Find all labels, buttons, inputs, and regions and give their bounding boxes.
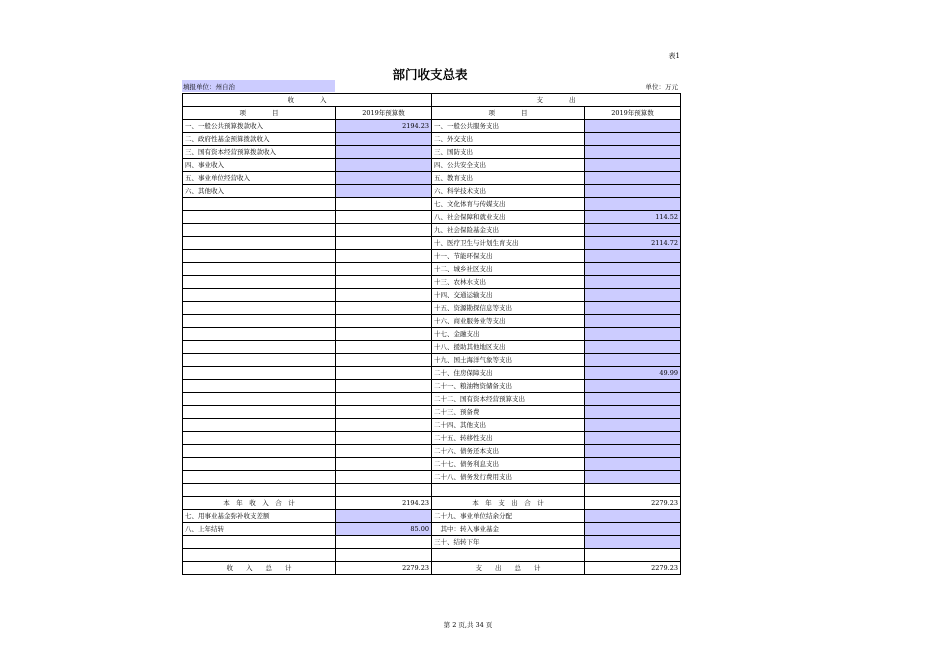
income-item [183,302,336,315]
expense-item: 十二、城乡社区支出 [432,263,585,276]
expense-item: 三、国防支出 [432,146,585,159]
income-value[interactable]: 85.00 [336,523,432,536]
expense-item: 二十五、转移性支出 [432,432,585,445]
income-value [336,354,432,367]
expense-item: 二十三、预备费 [432,406,585,419]
totals-row [183,497,681,510]
table-row [183,354,681,367]
income-item: 三、国有资本经营预算拨款收入 [183,146,336,159]
income-item: 八、上年结转 [183,523,336,536]
budget-table [182,93,681,575]
income-item: 五、事业单位经营收入 [183,172,336,185]
blank-cell [183,484,336,497]
expense-item: 二、外交支出 [432,133,585,146]
expense-item: 二十一、粮油物资储备支出 [432,380,585,393]
table-row [183,393,681,406]
expense-value[interactable] [585,510,681,523]
expense-item: 十八、援助其他地区支出 [432,341,585,354]
table-row [183,328,681,341]
income-item [183,211,336,224]
table-row [183,289,681,302]
income-item [183,276,336,289]
income-item [183,237,336,250]
table-row [183,380,681,393]
header-row-2 [183,107,681,120]
income-value [336,315,432,328]
expense-value[interactable] [585,471,681,484]
income-item [183,315,336,328]
income-grand-value: 2279.23 [336,562,432,575]
income-value [336,367,432,380]
expense-value[interactable] [585,393,681,406]
expense-value[interactable] [585,276,681,289]
expense-budget-header: 2019年预算数 [585,107,681,120]
table-row [183,250,681,263]
income-value [336,211,432,224]
expense-value[interactable] [585,159,681,172]
table-row [183,432,681,445]
expense-item: 二十八、债务发行费用支出 [432,471,585,484]
expense-total-value: 2279.23 [585,497,681,510]
expense-item: 三十、结转下年 [432,536,585,549]
expense-value[interactable] [585,354,681,367]
income-item [183,536,336,549]
expense-item: 七、文化体育与传媒支出 [432,198,585,211]
expense-value[interactable]: 49.99 [585,367,681,380]
table-row [183,146,681,159]
income-value [336,536,432,549]
income-item [183,224,336,237]
expense-item: 二十六、债务还本支出 [432,445,585,458]
page-footer: 第 2 页,共 34 页 [443,621,493,629]
income-value [336,445,432,458]
income-item [183,263,336,276]
income-item: 四、事业收入 [183,159,336,172]
table-number: 表1 [668,52,680,60]
currency-unit: 单位：万元 [645,83,678,91]
income-value [336,458,432,471]
page-title: 部门收支总表 [392,67,468,82]
expense-total-label: 本 年 支 出 合 计 [432,497,585,510]
extra-row [183,536,681,549]
income-value [336,302,432,315]
table-row [183,172,681,185]
income-value [336,263,432,276]
expense-value[interactable] [585,250,681,263]
income-item: 七、用事业基金弥补收支差额 [183,510,336,523]
income-item [183,380,336,393]
expense-value[interactable] [585,289,681,302]
unit-label: 填报单位：州自治 [183,83,235,91]
income-value [336,341,432,354]
expense-grand-value: 2279.23 [585,562,681,575]
expense-item: 十七、金融支出 [432,328,585,341]
expense-value[interactable] [585,302,681,315]
income-value[interactable]: 2194.23 [336,120,432,133]
income-item [183,458,336,471]
income-budget-header: 2019年预算数 [336,107,432,120]
income-item: 一、一般公共预算拨款收入 [183,120,336,133]
table-row [183,445,681,458]
expense-value[interactable] [585,445,681,458]
table-row [183,458,681,471]
table-row [183,315,681,328]
expense-value[interactable] [585,146,681,159]
income-value[interactable] [336,172,432,185]
income-value [336,380,432,393]
expense-value[interactable] [585,120,681,133]
blank-row [183,484,681,497]
income-value [336,250,432,263]
income-item-header: 项 目 [183,107,336,120]
income-value[interactable] [336,185,432,198]
blank-cell [336,484,432,497]
expense-item: 一、一般公共服务支出 [432,120,585,133]
income-value [336,198,432,211]
expense-item: 十五、资源勘探信息等支出 [432,302,585,315]
blank-cell [585,549,681,562]
income-value [336,289,432,302]
expense-value[interactable] [585,536,681,549]
expense-value[interactable] [585,380,681,393]
income-value [336,471,432,484]
expense-item: 十三、农林水支出 [432,276,585,289]
blank-cell [432,549,585,562]
expense-value[interactable] [585,458,681,471]
blank-cell [183,549,336,562]
income-item [183,328,336,341]
table-row [183,198,681,211]
expense-value[interactable] [585,432,681,445]
income-item [183,419,336,432]
expense-item: 八、社会保障和就业支出 [432,211,585,224]
expense-item: 六、科学技术支出 [432,185,585,198]
table-row [183,263,681,276]
expense-value[interactable] [585,133,681,146]
income-item [183,432,336,445]
expense-item: 二十九、事业单位结余分配 [432,510,585,523]
expense-value[interactable] [585,315,681,328]
expense-item: 十九、国土海洋气象等支出 [432,354,585,367]
expense-value[interactable] [585,185,681,198]
expense-item-header: 项 目 [432,107,585,120]
expense-item: 十、医疗卫生与计划生育支出 [432,237,585,250]
expense-value[interactable]: 2114.72 [585,237,681,250]
table-row [183,367,681,380]
expense-header: 支 出 [432,94,681,107]
table-row [183,419,681,432]
income-value [336,224,432,237]
expense-grand-label: 支 出 总 计 [432,562,585,575]
income-value [336,432,432,445]
income-item [183,393,336,406]
expense-item: 四、公共安全支出 [432,159,585,172]
table-row [183,302,681,315]
income-item [183,289,336,302]
expense-value[interactable] [585,172,681,185]
expense-value[interactable] [585,224,681,237]
income-grand-label: 收 入 总 计 [183,562,336,575]
table-row [183,471,681,484]
expense-value[interactable] [585,419,681,432]
expense-item: 二十七、债务利息支出 [432,458,585,471]
table-row [183,406,681,419]
income-value [336,237,432,250]
expense-value[interactable] [585,523,681,536]
income-total-value: 2194.23 [336,497,432,510]
income-value [336,328,432,341]
table-row [183,224,681,237]
expense-item: 十四、交通运输支出 [432,289,585,302]
expense-item: 二十二、国有资本经营预算支出 [432,393,585,406]
income-value [336,393,432,406]
income-item [183,354,336,367]
expense-item: 十一、节能环保支出 [432,250,585,263]
income-value[interactable] [336,146,432,159]
expense-value[interactable] [585,263,681,276]
extra-row [183,510,681,523]
grand-total-row [183,562,681,575]
expense-item: 二十四、其他支出 [432,419,585,432]
extra-row [183,523,681,536]
income-value [336,406,432,419]
table-row [183,133,681,146]
income-value[interactable] [336,133,432,146]
expense-item: 二十、住房保障支出 [432,367,585,380]
income-item [183,445,336,458]
income-item [183,406,336,419]
header-row-1 [183,94,681,107]
income-item [183,341,336,354]
expense-value[interactable] [585,328,681,341]
table-row [183,211,681,224]
blank-cell [585,484,681,497]
table-row [183,276,681,289]
table-row [183,159,681,172]
expense-item: 五、教育支出 [432,172,585,185]
blank-cell [336,549,432,562]
table-row [183,185,681,198]
income-item: 六、其他收入 [183,185,336,198]
income-item [183,198,336,211]
expense-item: 十六、商业服务业等支出 [432,315,585,328]
income-value [336,419,432,432]
income-value[interactable] [336,159,432,172]
table-row [183,120,681,133]
income-item [183,471,336,484]
blank-cell [432,484,585,497]
expense-value[interactable] [585,198,681,211]
income-value[interactable] [336,510,432,523]
table-row [183,341,681,354]
expense-item: 其中：转入事业基金 [432,523,585,536]
expense-value[interactable]: 114.52 [585,211,681,224]
income-value [336,276,432,289]
income-item: 二、政府性基金预算拨款收入 [183,133,336,146]
expense-item: 九、社会保险基金支出 [432,224,585,237]
income-total-label: 本 年 收 入 合 计 [183,497,336,510]
income-item [183,367,336,380]
expense-value[interactable] [585,406,681,419]
blank-row [183,549,681,562]
income-item [183,250,336,263]
expense-value[interactable] [585,341,681,354]
income-header: 收 入 [183,94,432,107]
table-row [183,237,681,250]
